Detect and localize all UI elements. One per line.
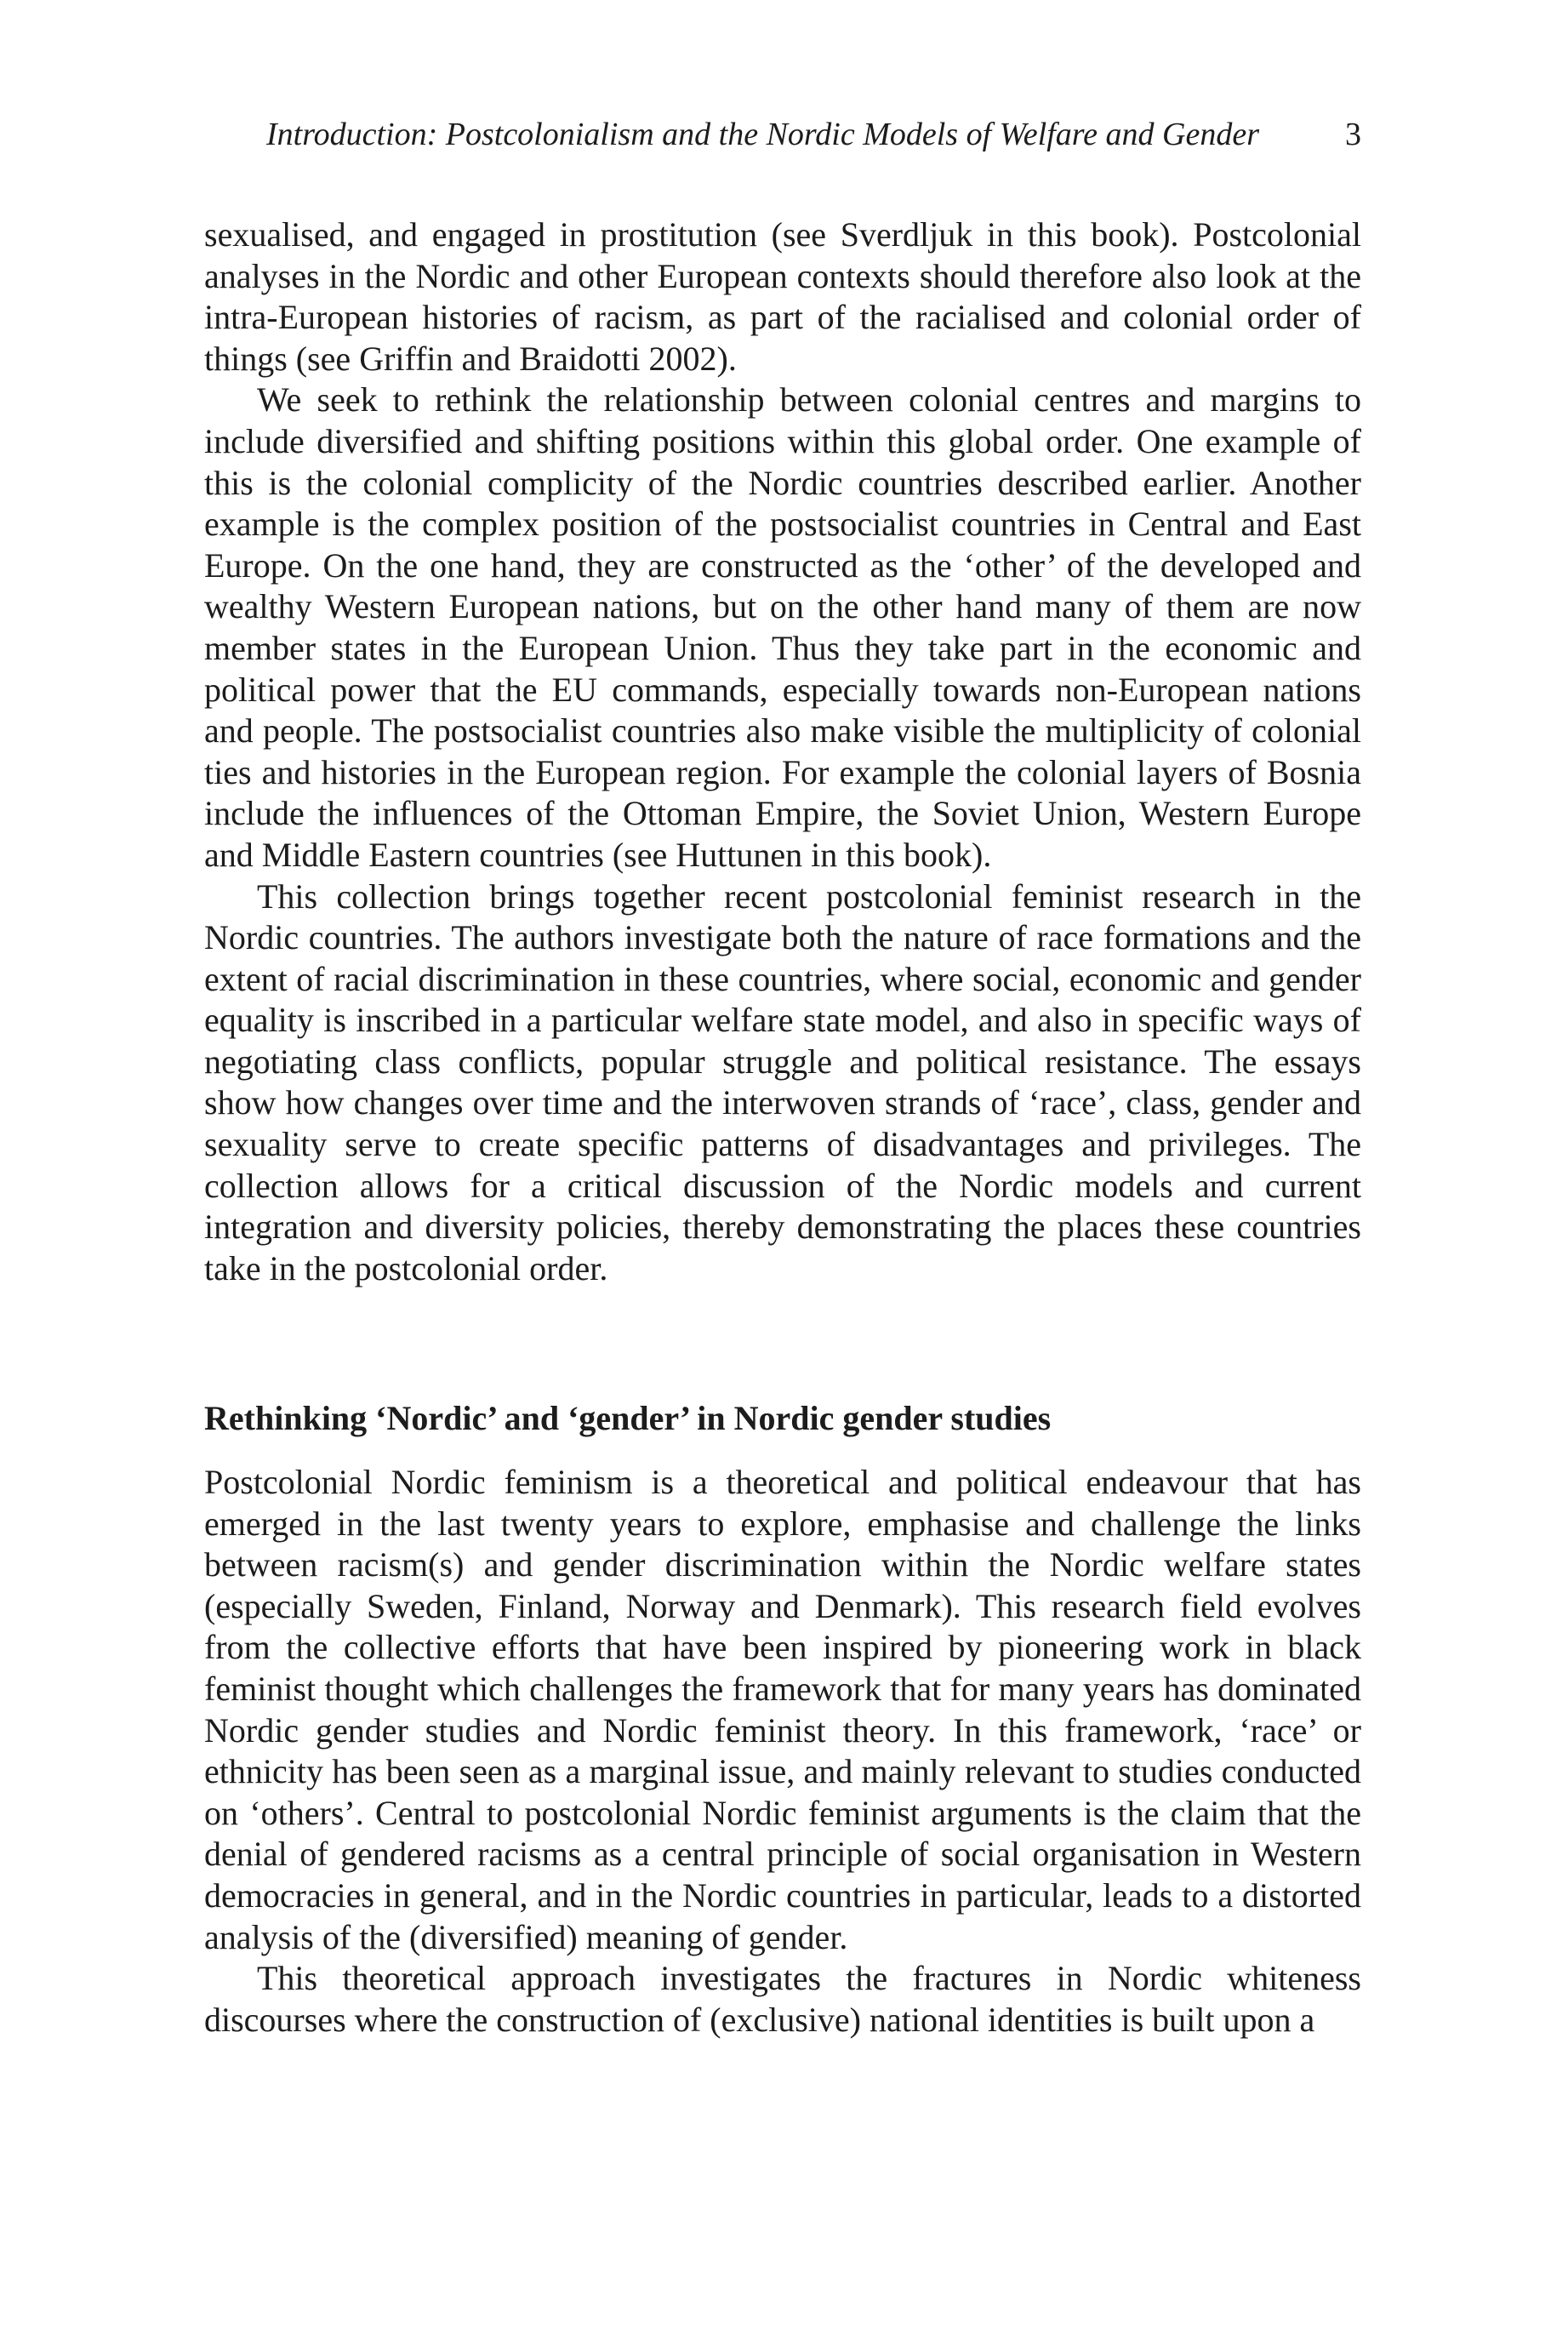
paragraph: This collection brings together recent postcolonial feminist research in the Nordic countries. The authors investigate both the nature of race formations and the extent of racial discrimination in these countries, where social, economic and gender equality is inscribed in a particular welfare state model, and also in specific ways of negotiating class conflicts, popular struggle and political resistance. The essays show how changes over time and the interwoven strands of ‘race’, class, gender and sexuality serve to create specific patterns of disadvantages and privileges. The collection allows for a critical discussion of the Nordic models and current integration and diversity policies, thereby demonstrating the places these countries take in the postcolonial order.: [204, 876, 1361, 1287]
paragraph: We seek to rethink the relationship between colonial centres and margins to include diversified and shifting positions within this global order. One example of this is the colonial complicity of the Nordic countries described earlier. Another example is the complex position of the postsocialist countries in Central and East Europe. On the one hand, they are constructed as the ‘other’ of the developed and wealthy Western European nations, but on the other hand many of them are now member states in the European Union. Thus they take part in the economic and political power that the EU commands, especially towards non-European nations and people. The postsocialist countries also make visible the multiplicity of colonial ties and histories in the European region. For example the colonial layers of Bosnia include the influences of the Ottoman Empire, the Soviet Union, Western Europe and Middle Eastern countries (see Huttunen in this book).: [204, 380, 1361, 874]
running-head-title: Introduction: Postcolonialism and the Nordic Models of Welfare and Gender: [266, 117, 1259, 152]
paragraph: sexualised, and engaged in prostitution (see Sverdljuk in this book). Postcolonial analyses in the Nordic and other European contexts should therefore also look at the intra-European histories of racism, as part of the racialised and colonial order of things (see Griffin and Braidotti 2002).: [204, 215, 1361, 378]
body-text-section: [204, 1462, 1361, 2041]
body-text-top: [204, 214, 1361, 1289]
paragraph: Postcolonial Nordic feminism is a theoretical and political endeavour that has emerged in the last twenty years to explore, emphasise and challenge the links between racism(s) and gender discrimination within the Nordic welfare states (especially Sweden, Finland, Norway and Denmark). This research field evolves from the collective efforts that have been inspired by pioneering work in black feminist thought which challenges the framework that for many years has dominated Nordic gender studies and Nordic feminist theory. In this framework, ‘race’ or ethnicity has been seen as a marginal issue, and mainly relevant to studies conducted on ‘others’. Central to postcolonial Nordic feminist arguments is the claim that the denial of gendered racisms as a central principle of social organisation in Western democracies in general, and in the Nordic countries in particular, leads to a distorted analysis of the (diversified) meaning of gender.: [204, 1463, 1361, 1956]
page-number: 3: [1345, 117, 1361, 152]
paragraph: This theoretical approach investigates the fractures in Nordic whiteness discourses where the construction of (exclusive) national identities is built upon a: [204, 1959, 1361, 2039]
section-heading: Rethinking ‘Nordic’ and ‘gender’ in Nordic gender studies: [204, 1399, 1052, 1437]
running-head: [204, 109, 1361, 160]
